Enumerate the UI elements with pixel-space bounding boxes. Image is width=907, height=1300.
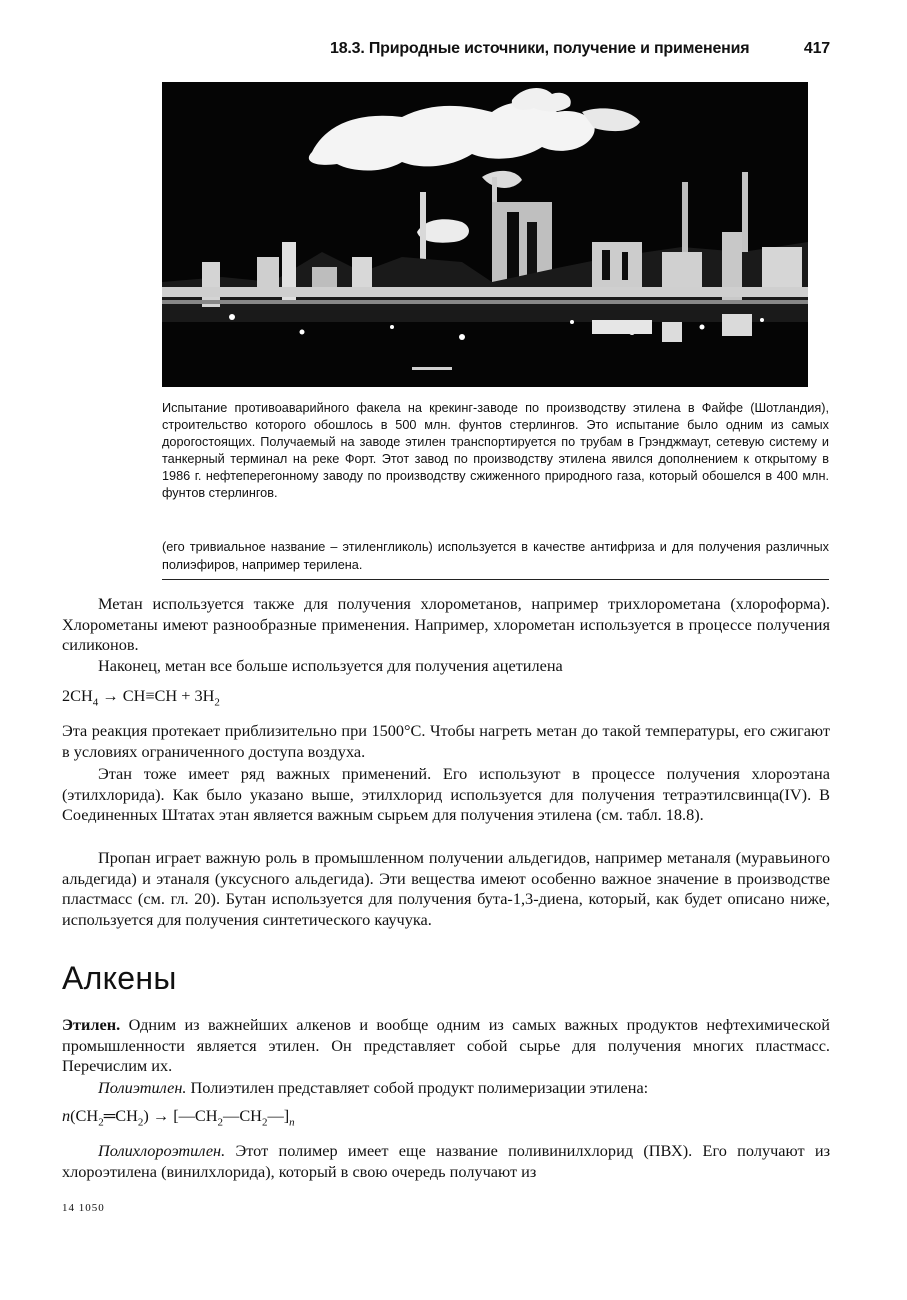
eq-product2-sub: 2 — [214, 696, 220, 709]
eq-lhs: 2CH — [62, 686, 93, 705]
eq-sub1: 2 — [98, 1116, 104, 1129]
eq-product1: CH≡CH — [122, 686, 178, 705]
paragraph-polychloroethylene — [62, 1141, 830, 1182]
polyethylene-text: Полиэтилен представляет собой продукт полимеризации этилена: — [186, 1078, 649, 1097]
eq-subn: n — [289, 1116, 295, 1129]
eq-product2: 3H — [194, 686, 215, 705]
eq-close: ) — [143, 1106, 149, 1125]
industrial-plant-flare-photo — [162, 82, 808, 387]
photo-image — [162, 82, 808, 387]
paragraph-acetylene-intro: Наконец, метан все больше используется для получения ацетилена — [98, 656, 563, 675]
eq-arrow2: → — [152, 1106, 170, 1125]
eq-sub4: 2 — [261, 1116, 268, 1129]
equation-acetylene — [62, 686, 220, 708]
eq-lhs-sub: 4 — [92, 696, 99, 709]
paragraph-polyethylene — [62, 1078, 830, 1099]
pvc-lead: Полихлороэтилен. — [98, 1141, 226, 1160]
eq-chain-close: —] — [267, 1106, 290, 1125]
page-number: 417 — [803, 40, 830, 57]
eq-n: n — [62, 1106, 71, 1125]
eq-sub2: 2 — [137, 1116, 144, 1129]
paragraph-acetylene-conditions: Эта реакция протекает приблизительно при 1500°С. Чтобы нагреть метан до такой температуры, его сжигают в условиях ограниченного доступа воздуха. — [62, 721, 830, 761]
running-title: 18.3. Природные источники, получение и применения — [330, 40, 750, 57]
eq-sub3: 2 — [217, 1116, 224, 1129]
caption-continuation: (его тривиальное название – этиленгликоль) используется в качестве антифриза и для получения различных полиэфиров, например терилена. — [162, 540, 829, 572]
paragraph-methane-chlorination: Метан используется также для получения хлорометанов, например трихлорометана (хлороформа). Хлорометаны имеют разнообразные применения. Например, хлорометан используется в процессе получения силиконов. — [62, 594, 830, 655]
eq-chain-open: [—CH — [173, 1106, 218, 1125]
eq-mid: ═CH — [103, 1106, 138, 1125]
polyethylene-lead: Полиэтилен. — [98, 1078, 187, 1097]
section-title: Алкены — [62, 960, 177, 996]
ethylene-text: Одним из важнейших алкенов и вообще одним из самых важных продуктов нефтехимической промышленности является этилен. Он представляет собой сырье для получения многих пластмасс. Перечислим их. — [62, 1015, 830, 1076]
ethylene-lead: Этилен. — [62, 1015, 121, 1034]
eq-chain-mid: —CH — [223, 1106, 262, 1125]
eq-arrow: → — [102, 686, 119, 705]
eq-open: (CH — [70, 1106, 99, 1125]
figure-caption: Испытание противоаварийного факела на крекинг-заводе по производству этилена в Файфе (Шотландия), строительство которого обошлось в 500 млн. фунтов стерлингов. Это испытание было одним из самых дорогостоящих. Получаемый на заводе этилен транспортируется по трубам в Грэнджмаут, сетевую систему и танкерный терминал на реке Форт. Этот завод по производству этилена явился дополнением к открытому в 1986 г. нефтеперегонному заводу по производству сжиженного природного газа, который обошелся в 400 млн. фунтов стерлингов. — [162, 401, 829, 500]
signature-mark: 14 1050 — [62, 1202, 105, 1214]
equation-polyethylene — [62, 1106, 295, 1128]
paragraph-ethylene — [62, 1015, 830, 1077]
eq-plus: + — [181, 686, 191, 705]
divider — [162, 579, 829, 580]
paragraph-ethane: Этан тоже имеет ряд важных применений. Его используют в процессе получения хлороэтана (этилхлорида). Как было указано выше, этилхлорид используется для получения тетраэтилсвинца(IV). В Соединенных Штатах этан является важным сырьем для получения этилена (см. табл. 18.8). — [62, 764, 830, 825]
paragraph-propane: Пропан играет важную роль в промышленном получении альдегидов, например метаналя (муравьиного альдегида) и этаналя (уксусного альдегида). Эти вещества имеют особенно важное значение в производстве пластмасс (см. гл. 20). Бутан используется для получения бута-1,3-диена, который, как будет описано ниже, используется для получения синтетического каучука. — [62, 848, 830, 929]
pvc-text: Этот полимер имеет еще название поливинилхлорид (ПВХ). Его получают из хлороэтилена (винилхлорида), который в свою очередь получают из — [62, 1141, 830, 1181]
